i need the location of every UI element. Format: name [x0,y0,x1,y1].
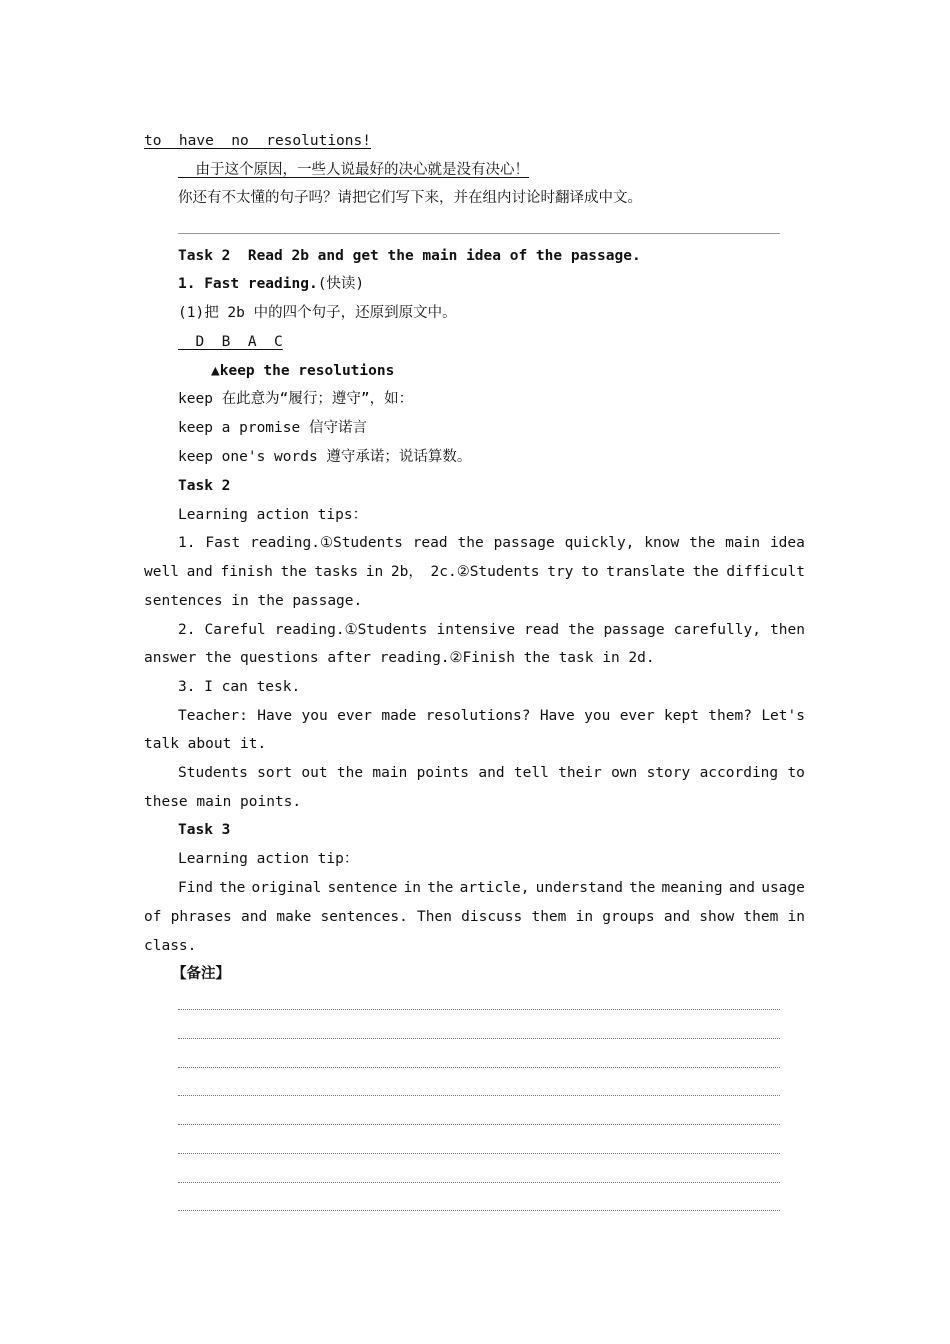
word: out [301,765,328,781]
word: try [547,564,574,580]
word: intensive [436,622,516,638]
keep-example-1: keep a promise 信守诺言 [178,420,367,436]
word: well [144,564,179,580]
word: make [276,909,312,925]
task3-p1-line1 [178,878,805,898]
fast-reading-answer: D B A C [178,334,283,350]
word: to [581,564,599,580]
keep-example-2: keep one's words 遵守承诺；说话算数。 [178,449,472,465]
word: the [336,765,364,781]
tips-p5-line2: these main points. [144,794,302,810]
tips-p1-line1 [178,533,805,553]
word: sentence [327,880,398,896]
word: 2. [178,622,196,638]
word: in [403,880,422,896]
notes-line [178,1153,780,1154]
word: you [584,708,611,724]
word: meaning [661,880,723,896]
task2-tips-label: Learning action tips： [178,507,368,523]
word: and [663,909,691,925]
word: 2c.②Students [430,564,540,580]
tips-p4-line1 [178,706,805,726]
task3-p1-line2 [144,907,805,927]
word: quickly, [564,535,635,551]
word: tell [513,765,549,781]
word: article, [459,880,530,896]
intro-translation: 由于这个原因，一些人说最好的决心就是没有决心！ [178,162,529,178]
word: main [372,765,408,781]
notes-title: 【备注】 [172,966,230,982]
word: Have [539,708,575,724]
word: them [743,909,779,925]
word: in [575,909,594,925]
word: usage [761,880,805,896]
word: Students [178,765,248,781]
word: the [629,880,656,896]
word: and [478,765,505,781]
word: Teacher: [178,708,248,724]
word: Have [257,708,293,724]
word: the [568,622,595,638]
word: 2b， [390,564,423,580]
word: the [219,880,246,896]
word: kept [664,708,699,724]
word: idea [769,535,805,551]
word: according [699,765,779,781]
word: and [186,564,213,580]
fast-reading-cn: (快读) [317,276,365,292]
word: of [144,909,162,925]
task2-title: Task 2 Read 2b and get the main idea of the passage. [178,248,641,264]
word: understand [535,880,623,896]
intro-line-end: to have no resolutions! [144,133,371,149]
word: Careful [204,622,266,638]
word: discuss [461,909,523,925]
word: Let's [761,708,805,724]
word: passage [493,535,555,551]
intro-prompt: 你还有不太懂的句子吗？请把它们写下来，并在组内讨论时翻译成中文。 [178,190,642,206]
task3-p1-line3: class. [144,938,197,954]
word: difficult [726,564,805,580]
word: then [770,622,805,638]
word: them? [708,708,752,724]
word: points [416,765,470,781]
word: sort [257,765,293,781]
word: main [725,535,761,551]
word: Then [417,909,452,925]
word: reading.①Students [250,535,403,551]
fast-reading-item-1: (1)把 2b 中的四个句子，还原到原文中。 [178,305,457,321]
word: in [365,564,384,580]
tips-p2-line2: answer the questions after reading.②Finish the task in 2d. [144,650,655,666]
tips-p5-line1 [178,763,805,783]
notes-line [178,1182,780,1183]
notes-line [178,1067,780,1068]
word: carefully, [673,622,761,638]
fast-reading-label: 1. Fast reading. [178,276,318,292]
word: original [251,880,322,896]
answer-write-line [178,233,780,234]
word: tasks [314,564,359,580]
word: the [280,564,307,580]
word: translate [606,564,685,580]
word: the [692,564,719,580]
tips-p1-line3: sentences in the passage. [144,593,363,609]
task3-label: Learning action tip： [178,851,359,867]
notes-line [178,1095,780,1096]
tips-p2-line1 [178,620,805,640]
word: passage [603,622,665,638]
word: know [644,535,680,551]
word: the [457,535,484,551]
word: the [427,880,454,896]
word: show [699,909,735,925]
keep-meaning: keep 在此意为“履行；遵守”，如： [178,391,414,407]
word: you [301,708,328,724]
word: and [240,909,268,925]
tips-p4-line2: talk about it. [144,736,267,752]
word: Find [178,880,213,896]
word: and [728,880,756,896]
notes-line [178,1124,780,1125]
word: resolutions? [425,708,531,724]
word: finish [220,564,273,580]
word: to [787,765,805,781]
notes-line [178,1210,780,1211]
word: reading.①Students [274,622,428,638]
word: them [531,909,567,925]
notes-line [178,1038,780,1039]
task3-title: Task 3 [178,822,231,838]
word: phrases [170,909,232,925]
word: groups [602,909,655,925]
word: read [524,622,560,638]
word: ever [337,708,373,724]
word: story [646,765,691,781]
word: the [689,535,716,551]
tips-p3: 3. I can tesk. [178,679,301,695]
fast-reading-heading [178,274,364,294]
word: own [611,765,638,781]
word: read [412,535,448,551]
word: sentences. [320,909,408,925]
tips-p1-line2 [144,562,805,582]
word: ever [619,708,655,724]
word: made [381,708,417,724]
task2-tips-title: Task 2 [178,478,231,494]
word: their [558,765,602,781]
word: 1. [178,535,196,551]
keep-heading: ▲keep the resolutions [211,363,395,379]
word: in [787,909,805,925]
notes-line [178,1009,780,1010]
word: Fast [205,535,241,551]
